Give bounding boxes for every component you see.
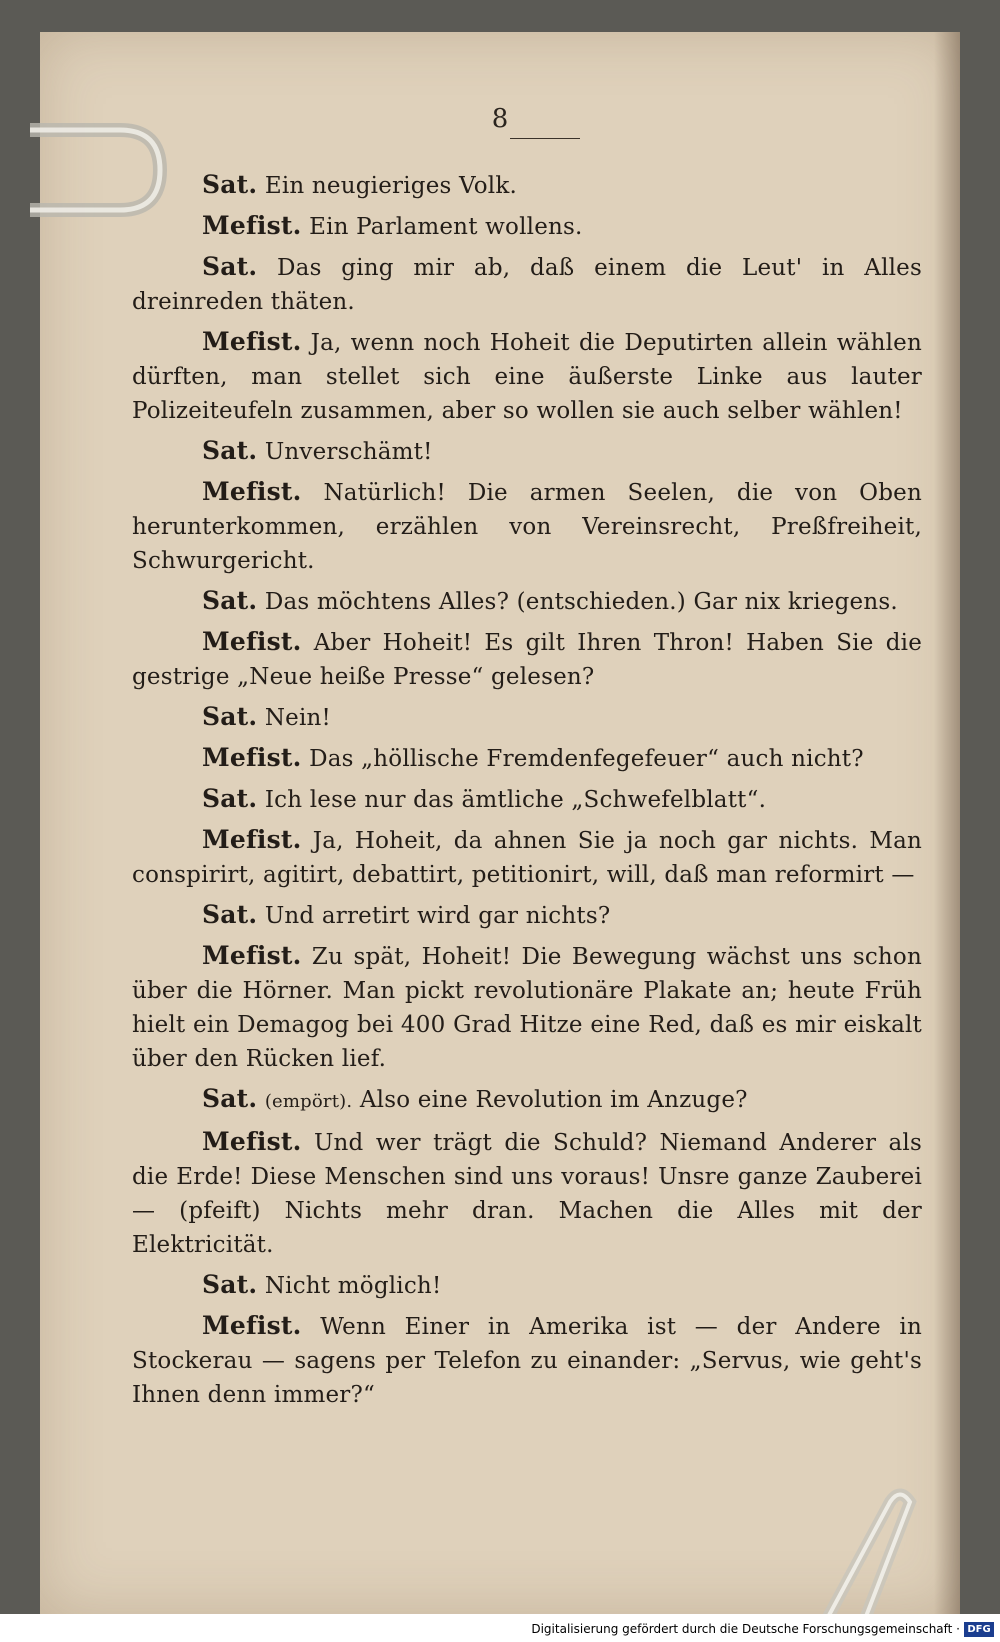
speaker-name: Sat. xyxy=(202,170,258,199)
dialogue-line: Ein Parlament wollens. xyxy=(309,214,583,240)
dialogue-paragraph xyxy=(132,584,922,619)
footer-credit: Digitalisierung gefördert durch die Deutsche Forschungsgemeinschaft · xyxy=(531,1622,960,1636)
dialogue-line: Das „höllische Fremdenfegefeuer“ auch nicht? xyxy=(309,746,864,772)
dialogue-paragraph xyxy=(132,939,922,1076)
speaker-name: Sat. xyxy=(202,252,258,281)
dialogue-line: Wenn Einer in Amerika ist — der Andere in Stockerau — sagens per Telefon zu einander: „Servus, wie geht's Ihnen denn immer?“ xyxy=(132,1314,923,1408)
dialogue-paragraph xyxy=(132,898,922,933)
dialogue-paragraph xyxy=(132,325,922,428)
speaker-name: Sat. xyxy=(202,784,258,813)
speaker-name: Mefist. xyxy=(202,1127,302,1156)
dialogue-paragraph xyxy=(132,168,922,203)
dialogue-paragraph xyxy=(132,700,922,735)
speaker-name: Mefist. xyxy=(202,477,302,506)
speaker-name: Mefist. xyxy=(202,941,302,970)
speaker-name: Sat. xyxy=(202,702,258,731)
speaker-name: Sat. xyxy=(202,900,258,929)
speaker-name: Mefist. xyxy=(202,627,302,656)
dialogue-paragraph xyxy=(132,1309,922,1412)
dialogue-line: Und arretirt wird gar nichts? xyxy=(264,903,611,929)
dialogue-line: Ja, wenn noch Hoheit die Deputirten allein wählen dürften, man stellet sich eine äußerste Linke aus lauter Polizeiteufeln zusammen, aber so wollen sie auch selber wählen! xyxy=(132,330,922,424)
footer-bar xyxy=(0,1614,1000,1642)
dialogue-line: Nein! xyxy=(264,705,331,731)
page-number: 8 xyxy=(491,104,509,134)
speaker-name: Mefist. xyxy=(202,1311,302,1340)
dialogue-paragraph xyxy=(132,475,922,578)
dialogue-line: Das ging mir ab, daß einem die Leut' in Alles dreinreden thäten. xyxy=(132,255,922,315)
dialogue-paragraph xyxy=(132,209,922,244)
dialogue-line: Nicht möglich! xyxy=(264,1273,442,1299)
speaker-name: Sat. xyxy=(202,586,258,615)
speaker-name: Mefist. xyxy=(202,211,302,240)
dialogue-line: Aber Hoheit! Es gilt Ihren Thron! Haben Sie die gestrige „Neue heiße Presse“ gelesen? xyxy=(132,630,923,690)
dialogue-line: Natürlich! Die armen Seelen, die von Oben herunterkommen, erzählen von Vereinsrecht, Preßfreiheit, Schwurgericht. xyxy=(132,480,922,574)
book-page xyxy=(40,32,960,1614)
dialogue-paragraph xyxy=(132,1125,922,1262)
dialogue-line: Das möchtens Alles? (entschieden.) Gar nix kriegens. xyxy=(264,589,898,615)
dialogue-paragraph xyxy=(132,782,922,817)
dialogue-text xyxy=(132,168,922,1418)
dialogue-paragraph xyxy=(132,1082,922,1119)
dfg-logo-icon: DFG xyxy=(964,1622,994,1637)
dialogue-line: Und wer trägt die Schuld? Niemand Anderer als die Erde! Diese Menschen sind uns voraus! Unsre ganze Zauberei — (pfeift) Nichts mehr dran. Machen die Alles mit der Elektricität. xyxy=(132,1130,922,1258)
dialogue-paragraph xyxy=(132,625,922,694)
dialogue-line: Ich lese nur das ämtliche „Schwefelblatt“. xyxy=(264,787,767,813)
dialogue-line: Unverschämt! xyxy=(264,439,433,465)
dialogue-line: Also eine Revolution im Anzuge? xyxy=(359,1087,748,1113)
stage-direction: (empört). xyxy=(264,1091,353,1112)
dialogue-paragraph xyxy=(132,741,922,776)
dialogue-line: Ja, Hoheit, da ahnen Sie ja noch gar nichts. Man conspirirt, agitirt, debattirt, petitionirt, will, daß man reformirt — xyxy=(132,828,922,888)
dialogue-paragraph xyxy=(132,1268,922,1303)
dialogue-paragraph xyxy=(132,434,922,469)
speaker-name: Sat. xyxy=(202,1270,258,1299)
dialogue-line: Zu spät, Hoheit! Die Bewegung wächst uns schon über die Hörner. Man pickt revolutionäre Plakate an; heute Früh hielt ein Demagog bei 400 Grad Hitze eine Red, daß es mir eiskalt über den Rücken lief. xyxy=(132,944,922,1072)
page-edge-shadow xyxy=(934,32,960,1614)
speaker-name: Sat. xyxy=(202,436,258,465)
dialogue-paragraph xyxy=(132,250,922,319)
dialogue-line: Ein neugieriges Volk. xyxy=(264,173,517,199)
speaker-name: Mefist. xyxy=(202,743,302,772)
page-number-rule xyxy=(510,138,580,139)
dialogue-paragraph xyxy=(132,823,922,892)
paperclip-bottom-icon xyxy=(800,1482,940,1632)
speaker-name: Mefist. xyxy=(202,327,302,356)
speaker-name: Sat. xyxy=(202,1084,258,1113)
speaker-name: Mefist. xyxy=(202,825,302,854)
